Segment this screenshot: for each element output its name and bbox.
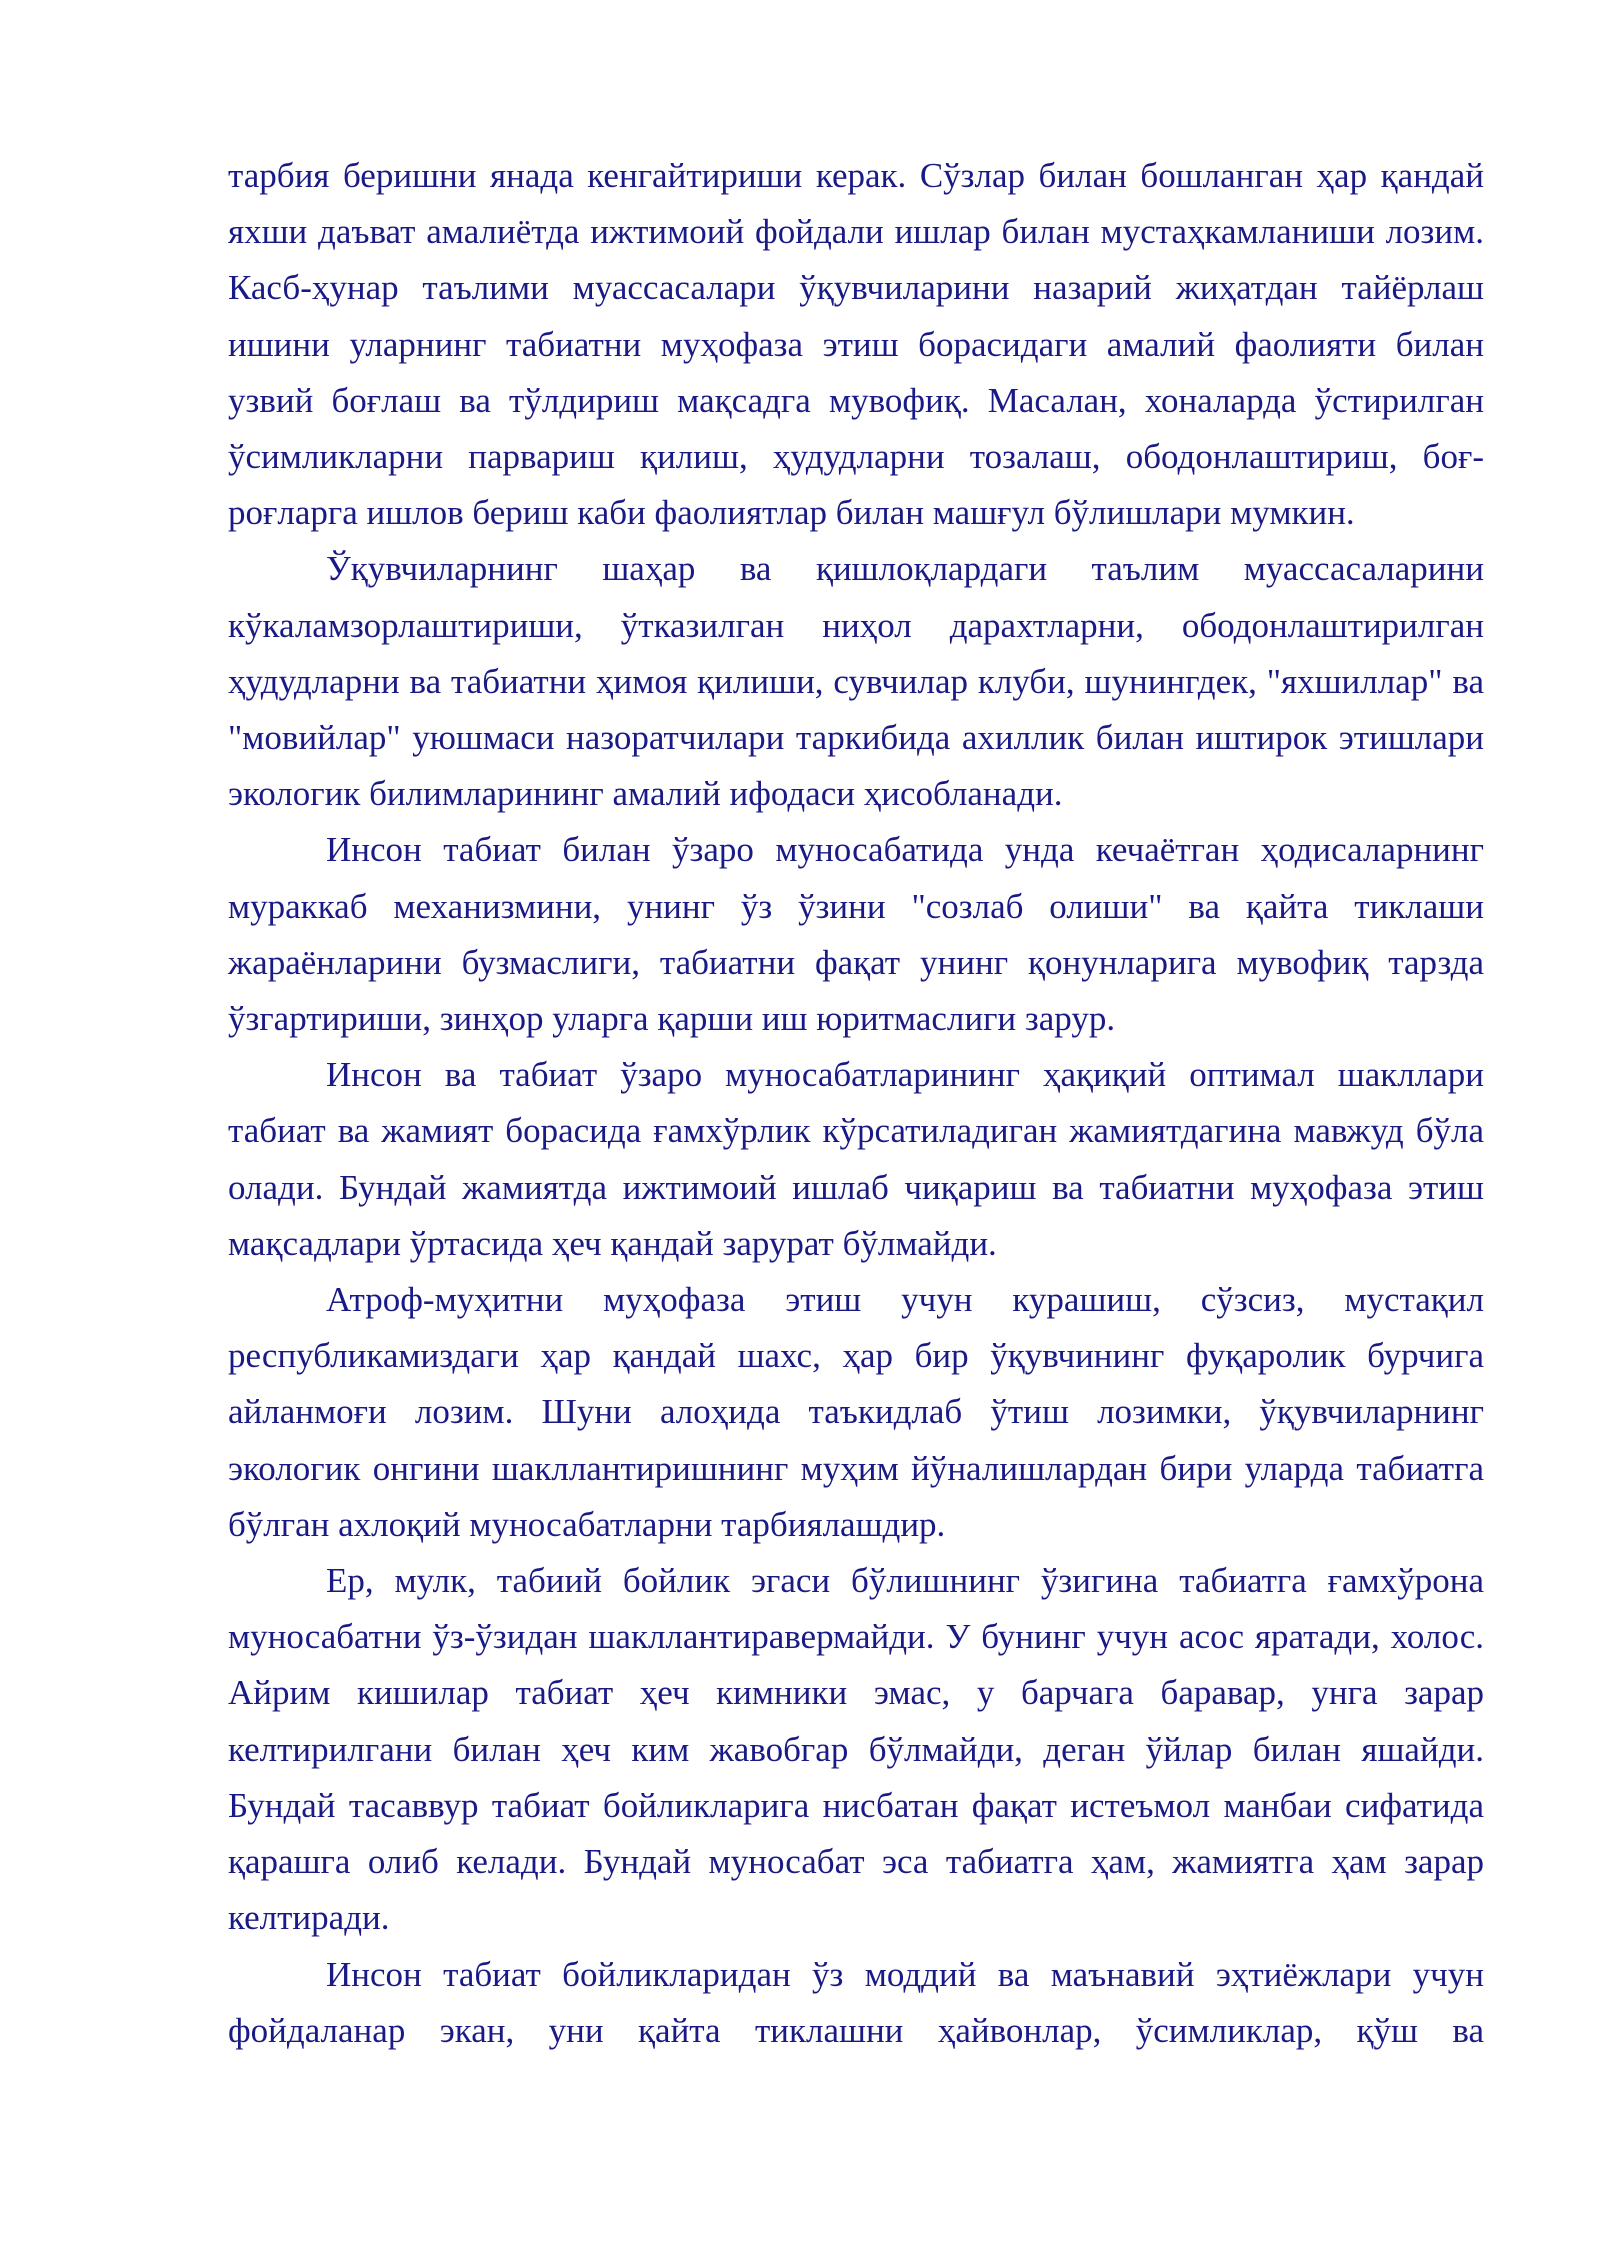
paragraph-2: Ўқувчиларнинг шаҳар ва қишлоқлардаги таълим муассасаларини кўкаламзорлаштириши, ўтказилган ниҳол дарахтларни, ободонлаштирилган ҳудудларни ва табиатни ҳимоя қилиши, сувчилар клуби, шунингдек, "яхшиллар" ва "мовийлар" уюшмаси назоратчилари таркибида ахиллик билан иштирок этишлари экологик билимларининг амалий ифодаси ҳисобланади. (228, 549, 1484, 814)
document-page (228, 148, 1484, 2059)
paragraph-1: тарбия беришни янада кенгайтириши керак. Сўзлар билан бошланган ҳар қандай яхши даъват амалиётда ижтимоий фойдали ишлар билан мустаҳкамланиши лозим. Касб-ҳунар таълими муассасалари ўқувчиларини назарий жиҳатдан тайёрлаш ишини уларнинг табиатни муҳофаза этиш борасидаги амалий фаолияти билан узвий боғлаш ва тўлдириш мақсадга мувофиқ. Масалан, хоналарда ўстирилган ўсимликларни парвариш қилиш, ҳудудларни тозалаш, ободонлаштириш, боғ-роғларга ишлов бериш каби фаолиятлар билан машғул бўлишлари мумкин. (228, 156, 1484, 533)
paragraph-4: Инсон ва табиат ўзаро муносабатларининг ҳақиқий оптимал шакллари табиат ва жамият борасида ғамхўрлик кўрсатиладиган жамиятдагина мавжуд бўла олади. Бундай жамиятда ижтимоий ишлаб чиқариш ва табиатни муҳофаза этиш мақсадлари ўртасида ҳеч қандай зарурат бўлмайди. (228, 1055, 1484, 1263)
paragraph-7: Инсон табиат бойликларидан ўз моддий ва маънавий эҳтиёжлари учун фойдаланар экан, уни қайта тиклашни ҳайвонлар, ўсимликлар, қўш ва (228, 1954, 1484, 2050)
paragraph-5: Атроф-муҳитни муҳофаза этиш учун курашиш, сўзсиз, мустақил республикамиздаги ҳар қандай шахс, ҳар бир ўқувчининг фуқаролик бурчига айланмоғи лозим. Шуни алоҳида таъкидлаб ўтиш лозимки, ўқувчиларнинг экологик онгини шакллантиришнинг муҳим йўналишлардан бири уларда табиатга бўлган ахлоқий муносабатларни тарбиялашдир. (228, 1280, 1484, 1544)
paragraph-3: Инсон табиат билан ўзаро муносабатида унда кечаётган ҳодисаларнинг мураккаб механизмини, унинг ўз ўзини "созлаб олиши" ва қайта тиклаши жараёнларини бузмаслиги, табиатни фақат унинг қонунларига мувофиқ тарзда ўзгартириши, зинҳор уларга қарши иш юритмаслиги зарур. (228, 830, 1484, 1039)
paragraph-6: Ер, мулк, табиий бойлик эгаси бўлишнинг ўзигина табиатга ғамхўрона муносабатни ўз-ўзидан шакллантиравермайди. У бунинг учун асос яратади, холос. Айрим кишилар табиат ҳеч кимники эмас, у барчага баравар, унга зарар келтирилгани билан ҳеч ким жавобгар бўлмайди, деган ўйлар билан яшайди. Бундай тасаввур табиат бойликларига нисбатан фақат истеъмол манбаи сифатида қарашга олиб келади. Бундай муносабат эса табиатга ҳам, жамиятга ҳам зарар келтиради. (228, 1561, 1484, 1938)
